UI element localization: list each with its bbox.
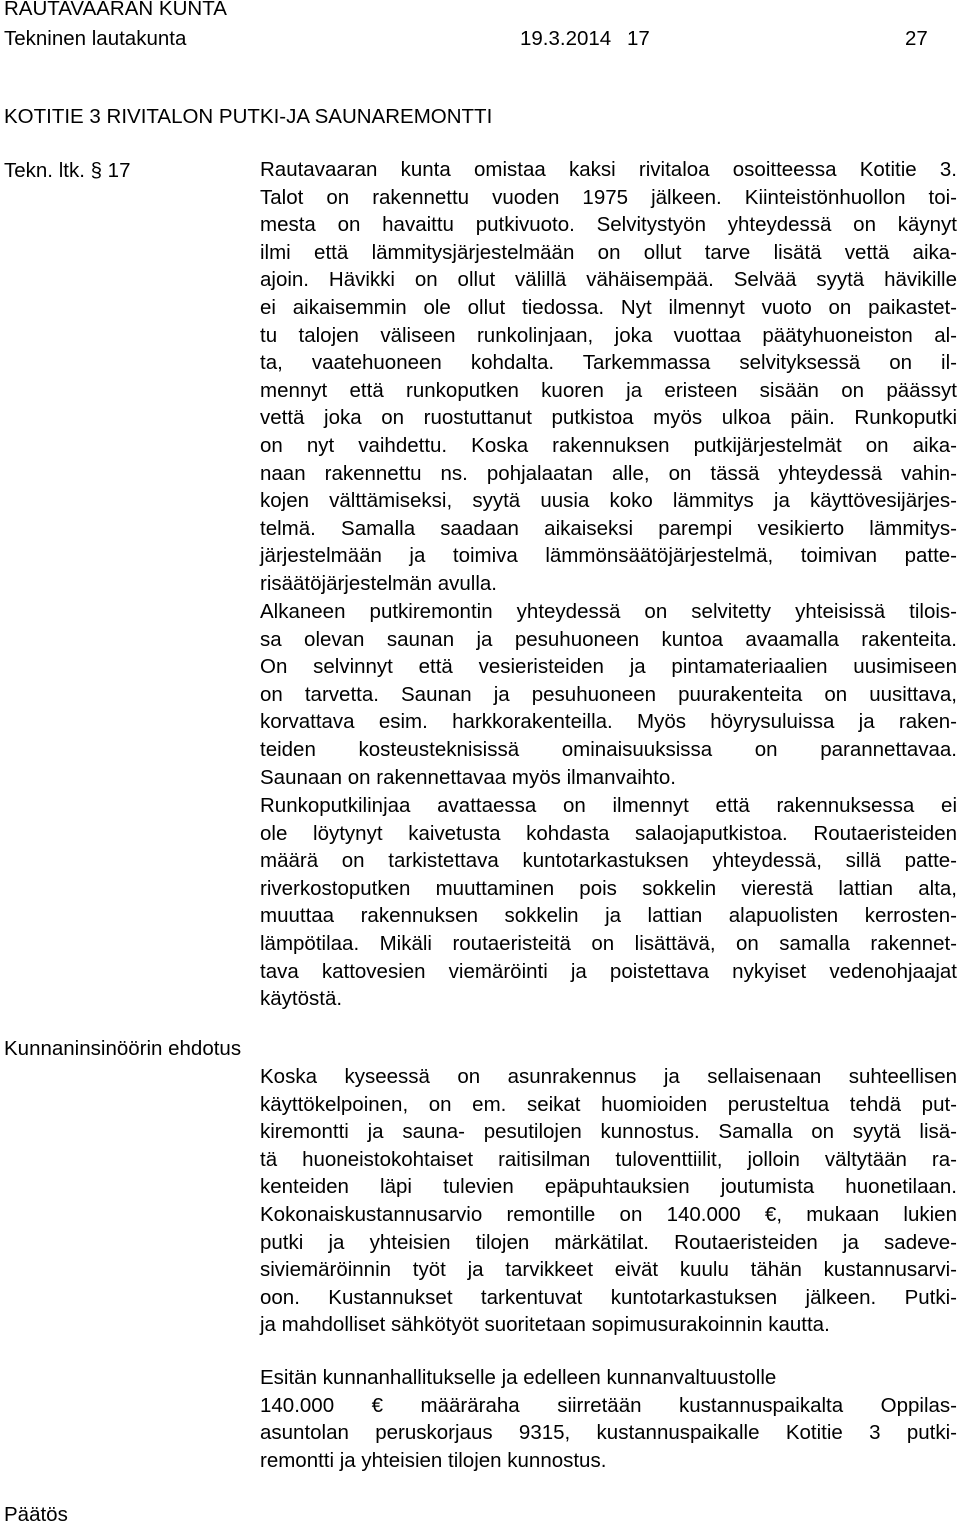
text-line: kojen välttämiseksi, syytä uusia koko lämmitys ja käyttövesijärjes- bbox=[260, 489, 957, 513]
proposal-label: Kunnaninsinöörin ehdotus bbox=[4, 1037, 242, 1060]
committee-name: Tekninen lautakunta bbox=[4, 27, 187, 50]
text-line: käyttökelpoinen, on em. seikat huomioiden perusteltua tehdä put- bbox=[260, 1092, 957, 1116]
text-line: Esitän kunnanhallitukselle ja edelleen kunnanvaltuustolle bbox=[260, 1366, 777, 1389]
text-line: korvattava esim. harkkorakenteilla. Myös höyrysuluissa ja raken- bbox=[260, 710, 957, 734]
text-line: ole löytynyt kaivetusta kohdasta salaojaputkistoa. Routaeristeiden bbox=[260, 821, 957, 845]
intro-paragraph-3 bbox=[260, 792, 957, 1013]
document-title: KOTITIE 3 RIVITALON PUTKI-JA SAUNAREMONTTI bbox=[4, 105, 493, 128]
text-line: ja mahdolliset sähkötyöt suoritetaan sopimusurakoinnin kautta. bbox=[260, 1313, 830, 1337]
text-line: Talot on rakennettu vuoden 1975 jälkeen. Kiinteistönhuollon toi- bbox=[260, 185, 957, 209]
text-line: mesta on havaittu putkivuoto. Selvitystyön yhteydessä on käynyt bbox=[260, 213, 957, 237]
text-line: oon. Kustannukset tarkentuvat kuntotarkastuksen jälkeen. Putki- bbox=[260, 1285, 957, 1309]
text-line: tu talojen väliseen runkolinjaan, joka vuottaa päätyhuoneiston al- bbox=[260, 323, 957, 347]
text-line: Alkaneen putkiremontin yhteydessä on selvitetty yhteisissä tilois- bbox=[260, 600, 957, 623]
text-line: naan rakennettu ns. pohjalaatan alle, on tässä yhteydessä vahin- bbox=[260, 461, 957, 485]
text-line: risäätöjärjestelmän avulla. bbox=[260, 571, 498, 595]
text-line: mennyt että runkoputken kuoren ja eristeen sisään on päässyt bbox=[260, 378, 957, 402]
text-line: Runkoputkilinjaa avattaessa on ilmennyt että rakennuksessa ei bbox=[260, 794, 957, 817]
section-number: 17 bbox=[627, 27, 650, 50]
text-line: Koska kyseessä on asunrakennus ja sellaisenaan suhteellisen bbox=[260, 1065, 957, 1088]
organization-name: RAUTAVAARAN KUNTA bbox=[4, 0, 227, 20]
text-line: ei aikaisemmin ole ollut tiedossa. Nyt ilmennyt vuoto on paikastet- bbox=[260, 295, 957, 319]
text-line: asuntolan peruskorjaus 9315, kustannuspaikalle Kotitie 3 putki- bbox=[260, 1421, 957, 1445]
intro-paragraph-2 bbox=[260, 598, 957, 791]
text-line: remontti ja yhteisien tilojen kunnostus. bbox=[260, 1448, 607, 1472]
text-line: Kokonaiskustannusarvio remontille on 140.000 €, mukaan lukien bbox=[260, 1202, 957, 1226]
intro-paragraph-1 bbox=[260, 156, 957, 598]
text-line: muuttaa rakennuksen sokkelin ja lattian alapuolisten kerrosten- bbox=[260, 904, 957, 928]
text-line: tä huoneistokohtaiset raitisilman tuloventtiilit, jolloin vältytään ra- bbox=[260, 1147, 957, 1171]
text-line: siviemäröinnin työt ja tarvikkeet eivät kuulu tähän kustannusarvi- bbox=[260, 1258, 957, 1282]
text-line: 140.000 € määräraha siirretään kustannuspaikalta Oppilas- bbox=[260, 1393, 957, 1417]
text-line: järjestelmään ja toimiva lämmönsäätöjärjestelmä, toimivan patte- bbox=[260, 544, 957, 568]
text-line: ta, vaatehuoneen kohdalta. Tarkemmassa selvityksessä on il- bbox=[260, 351, 957, 375]
text-line: lämpötilaa. Mikäli routaeristeitä on lisättävä, on samalla rakennet- bbox=[260, 931, 957, 955]
text-line: määrä on tarkistettava kuntotarkastuksen yhteydessä, sillä patte- bbox=[260, 849, 957, 873]
text-line: telmä. Samalla saadaan aikaiseksi parempi vesikierto lämmitys- bbox=[260, 516, 957, 540]
text-line: Saunaan on rakennettavaa myös ilmanvaihto. bbox=[260, 765, 676, 789]
text-line: kiremontti ja sauna- pesutilojen kunnostus. Samalla on syytä lisä- bbox=[260, 1120, 957, 1144]
text-line: käytöstä. bbox=[260, 987, 343, 1011]
text-line: teiden kosteusteknisissä ominaisuuksissa on parannettavaa. bbox=[260, 737, 957, 761]
text-line: On selvinnyt että vesieristeiden ja pintamateriaalien uusimiseen bbox=[260, 655, 957, 679]
text-line: ajoin. Hävikki on ollut välillä vähäisempää. Selvää syytä hävikille bbox=[260, 268, 957, 292]
text-line: on tarvetta. Saunan ja pesuhuoneen puurakenteita on uusittava, bbox=[260, 682, 957, 706]
text-line: kenteiden läpi tulevien epäpuhtauksien joutumista huonetilaan. bbox=[260, 1175, 957, 1199]
proposal-paragraph-1 bbox=[260, 1063, 957, 1339]
text-line: tava kattovesien viemäröinti ja poistettava nykyiset vedenohjaajat bbox=[260, 959, 957, 983]
text-line: sa olevan saunan ja pesuhuoneen kuntoa avaamalla rakenteita. bbox=[260, 627, 957, 651]
decision-label: Päätös bbox=[4, 1503, 68, 1526]
text-line: on nyt vaihdettu. Koska rakennuksen putkijärjestelmät on aika- bbox=[260, 433, 957, 457]
page-number: 27 bbox=[905, 27, 928, 50]
text-line: vettä joka on ruostuttanut putkistoa myös ulkoa päin. Runkoputki bbox=[260, 406, 957, 430]
meeting-date: 19.3.2014 bbox=[520, 27, 612, 50]
proposal-paragraph-2 bbox=[260, 1364, 957, 1474]
text-line: ilmi että lämmitysjärjestelmään on ollut tarve lisätä vettä aika- bbox=[260, 240, 957, 264]
text-line: Rautavaaran kunta omistaa kaksi rivitaloa osoitteessa Kotitie 3. bbox=[260, 158, 957, 181]
section-reference: Tekn. ltk. § 17 bbox=[4, 159, 131, 182]
text-line: putki ja yhteisien tilojen märkätilat. Routaeristeiden ja sadeve- bbox=[260, 1230, 957, 1254]
text-line: riverkostoputken muuttaminen pois sokkelin vierestä lattian alta, bbox=[260, 876, 957, 900]
